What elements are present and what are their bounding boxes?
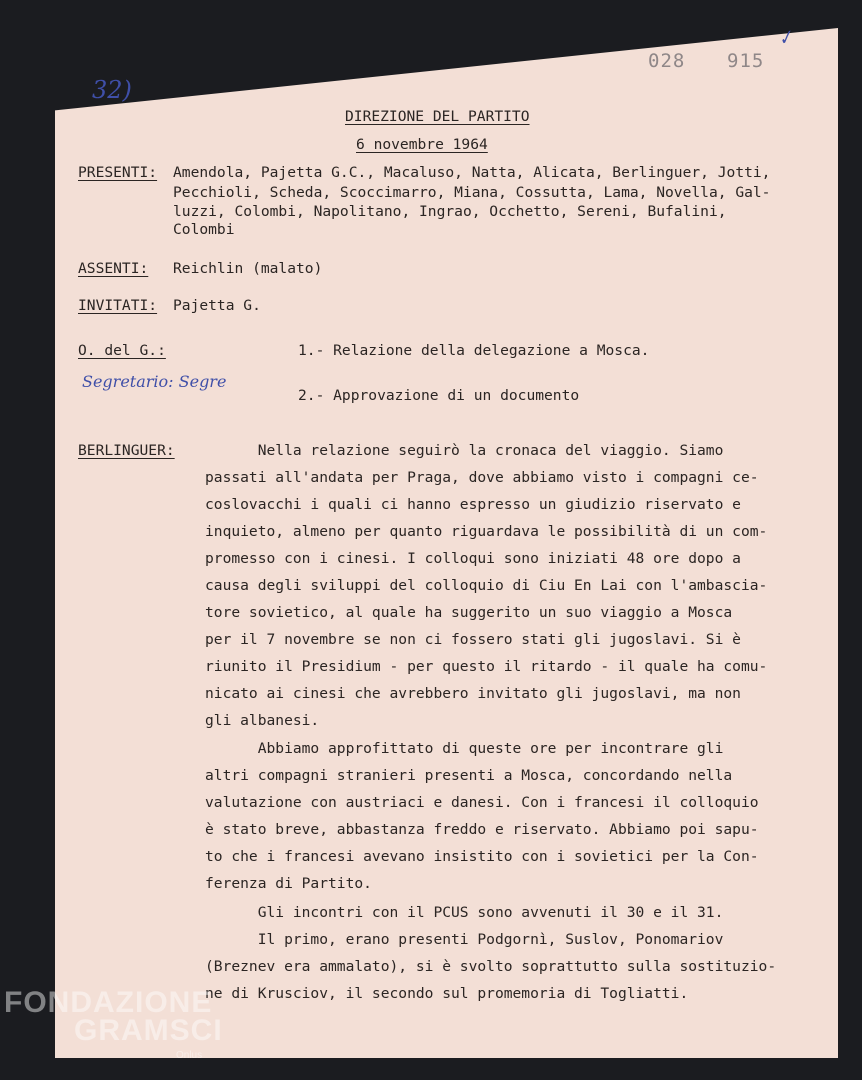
body-line: è stato breve, abbastanza freddo e riservato. Abbiamo poi sapu- <box>205 821 759 838</box>
body-line: valutazione con austriaci e danesi. Con i francesi il colloquio <box>205 794 759 811</box>
body-line: gli albanesi. <box>205 712 320 729</box>
body-line: Nella relazione seguirò la cronaca del viaggio. Siamo <box>205 442 724 459</box>
odg-item: 2.- Approvazione di un documento <box>298 387 580 404</box>
document-title: DIREZIONE DEL PARTITO <box>345 108 530 125</box>
odg-item: 1.- Relazione della delegazione a Mosca. <box>298 342 650 359</box>
speaker-label: BERLINGUER: <box>78 442 175 459</box>
body-line: causa degli sviluppi del colloquio di Ciu En Lai con l'ambascia- <box>205 577 768 594</box>
watermark-line1: FONDAZIONE <box>4 986 213 1019</box>
odg-label: O. del G.: <box>78 342 166 359</box>
body-line: ferenza di Partito. <box>205 875 372 892</box>
body-line: riunito il Presidium - per questo il ritardo - il quale ha comu- <box>205 658 768 675</box>
body-line: tore sovietico, al quale ha suggerito un suo viaggio a Mosca <box>205 604 733 621</box>
body-line: ne di Krusciov, il secondo sul promemoria di Togliatti. <box>205 985 689 1002</box>
archive-stamp-left: 028 <box>648 50 686 72</box>
handwritten-page-number: 32) <box>92 76 132 104</box>
watermark-line2: GRAMSCI <box>74 1014 223 1047</box>
body-line: per il 7 novembre se non ci fossero stati gli jugoslavi. Si è <box>205 631 741 648</box>
body-line: coslovacchi i quali ci hanno espresso un giudizio riservato e <box>205 496 741 513</box>
handwritten-secretary-note: Segretario: Segre <box>82 372 227 391</box>
body-line: to che i francesi avevano insistito con i sovietici per la Con- <box>205 848 759 865</box>
presenti-line: Colombi <box>173 221 235 238</box>
invitati-value: Pajetta G. <box>173 297 261 314</box>
archive-stamp-right: 915 <box>727 50 765 72</box>
body-line: Abbiamo approfittato di queste ore per incontrare gli <box>205 740 724 757</box>
watermark-small: Onlus <box>176 1050 203 1061</box>
body-line: inquieto, almeno per quanto riguardava le possibilità di un com- <box>205 523 768 540</box>
body-line: nicato ai cinesi che avrebbero invitato gli jugoslavi, ma non <box>205 685 741 702</box>
assenti-label: ASSENTI: <box>78 260 149 277</box>
body-line: promesso con i cinesi. I colloqui sono iniziati 48 ore dopo a <box>205 550 741 567</box>
presenti-line: Amendola, Pajetta G.C., Macaluso, Natta, Alicata, Berlinguer, Jotti, <box>173 164 771 181</box>
body-line: passati all'andata per Praga, dove abbiamo visto i compagni ce- <box>205 469 759 486</box>
body-line: Gli incontri con il PCUS sono avvenuti il 30 e il 31. <box>205 904 724 921</box>
presenti-label: PRESENTI: <box>78 164 158 181</box>
body-line: altri compagni stranieri presenti a Mosca, concordando nella <box>205 767 733 784</box>
body-line: Il primo, erano presenti Podgornì, Suslov, Ponomariov <box>205 931 724 948</box>
presenti-line: luzzi, Colombi, Napolitano, Ingrao, Occhetto, Sereni, Bufalini, <box>173 203 727 220</box>
body-line: (Breznev era ammalato), si è svolto soprattutto sulla sostituzio- <box>205 958 777 975</box>
presenti-line: Pecchioli, Scheda, Scoccimarro, Miana, Cossutta, Lama, Novella, Gal- <box>173 184 771 201</box>
check-mark: ✓ <box>774 26 797 51</box>
invitati-label: INVITATI: <box>78 297 158 314</box>
assenti-value: Reichlin (malato) <box>173 260 323 277</box>
document-date: 6 novembre 1964 <box>356 136 488 153</box>
